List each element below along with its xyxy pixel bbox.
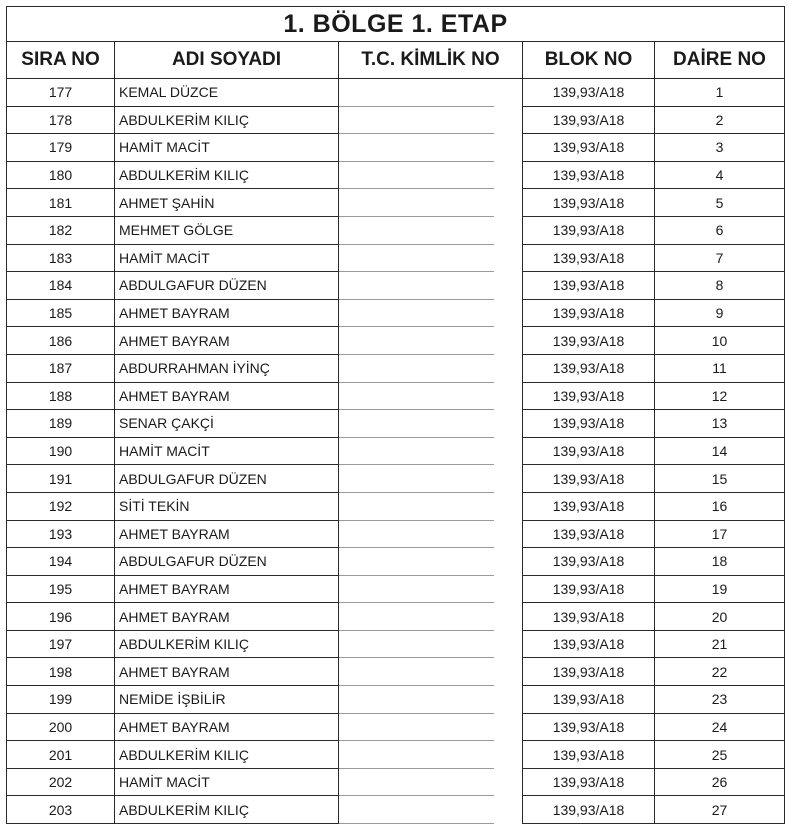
tc-kimlik-no-cell bbox=[339, 741, 523, 769]
adi-soyadi-cell: AHMET BAYRAM bbox=[115, 658, 339, 686]
daire-no-cell: 15 bbox=[655, 465, 785, 493]
sira-no-cell: 198 bbox=[7, 658, 115, 686]
sira-no-cell: 186 bbox=[7, 327, 115, 355]
tc-kimlik-no-cell bbox=[339, 327, 523, 355]
blok-no-cell: 139,93/A18 bbox=[523, 686, 655, 714]
tc-redaction-line bbox=[339, 382, 494, 411]
tc-kimlik-no-cell bbox=[339, 79, 523, 107]
daire-no-cell: 21 bbox=[655, 630, 785, 658]
adi-soyadi-cell: MEHMET GÖLGE bbox=[115, 216, 339, 244]
blok-no-cell: 139,93/A18 bbox=[523, 603, 655, 631]
daire-no-cell: 10 bbox=[655, 327, 785, 355]
tc-kimlik-no-cell bbox=[339, 437, 523, 465]
daire-no-cell: 14 bbox=[655, 437, 785, 465]
table-row bbox=[7, 686, 785, 714]
daire-no-cell: 16 bbox=[655, 492, 785, 520]
daire-no-cell: 4 bbox=[655, 161, 785, 189]
tc-kimlik-no-cell bbox=[339, 686, 523, 714]
blok-no-cell: 139,93/A18 bbox=[523, 713, 655, 741]
tc-redaction-line bbox=[339, 354, 494, 383]
adi-soyadi-cell: ABDULKERİM KILIÇ bbox=[115, 106, 339, 134]
table-row bbox=[7, 465, 785, 493]
table-row bbox=[7, 492, 785, 520]
blok-no-cell: 139,93/A18 bbox=[523, 410, 655, 438]
adi-soyadi-cell: KEMAL DÜZCE bbox=[115, 79, 339, 107]
sira-no-cell: 183 bbox=[7, 244, 115, 272]
tc-kimlik-no-cell bbox=[339, 161, 523, 189]
sira-no-cell: 190 bbox=[7, 437, 115, 465]
sira-no-cell: 197 bbox=[7, 630, 115, 658]
tc-redaction-line bbox=[339, 575, 494, 604]
tc-redaction-line bbox=[339, 326, 494, 355]
daire-no-cell: 19 bbox=[655, 575, 785, 603]
tc-kimlik-no-cell bbox=[339, 713, 523, 741]
table-row bbox=[7, 603, 785, 631]
adi-soyadi-cell: AHMET ŞAHİN bbox=[115, 189, 339, 217]
blok-no-cell: 139,93/A18 bbox=[523, 741, 655, 769]
adi-soyadi-cell: ABDULKERİM KILIÇ bbox=[115, 741, 339, 769]
adi-soyadi-cell: ABDULKERİM KILIÇ bbox=[115, 796, 339, 824]
table-row bbox=[7, 354, 785, 382]
tc-redaction-line bbox=[339, 188, 494, 217]
adi-soyadi-cell: ABDULKERİM KILIÇ bbox=[115, 161, 339, 189]
tc-redaction-line bbox=[339, 795, 494, 824]
daire-no-cell: 9 bbox=[655, 299, 785, 327]
sira-no-cell: 179 bbox=[7, 134, 115, 162]
adi-soyadi-cell: AHMET BAYRAM bbox=[115, 327, 339, 355]
daire-no-cell: 26 bbox=[655, 768, 785, 796]
sira-no-cell: 187 bbox=[7, 354, 115, 382]
blok-no-cell: 139,93/A18 bbox=[523, 548, 655, 576]
adi-soyadi-cell: HAMİT MACİT bbox=[115, 244, 339, 272]
blok-no-cell: 139,93/A18 bbox=[523, 327, 655, 355]
tc-redaction-line bbox=[339, 437, 494, 466]
tc-kimlik-no-cell bbox=[339, 299, 523, 327]
daire-no-cell: 1 bbox=[655, 79, 785, 107]
tc-redaction-line bbox=[339, 547, 494, 576]
tc-kimlik-no-cell bbox=[339, 216, 523, 244]
blok-no-cell: 139,93/A18 bbox=[523, 382, 655, 410]
blok-no-cell: 139,93/A18 bbox=[523, 796, 655, 824]
tc-redaction-line bbox=[339, 657, 494, 686]
daire-no-cell: 13 bbox=[655, 410, 785, 438]
table-body bbox=[7, 79, 785, 824]
sira-no-cell: 178 bbox=[7, 106, 115, 134]
blok-no-cell: 139,93/A18 bbox=[523, 658, 655, 686]
table-row bbox=[7, 161, 785, 189]
adi-soyadi-cell: ABDULGAFUR DÜZEN bbox=[115, 465, 339, 493]
tc-redaction-line bbox=[339, 79, 494, 107]
tc-kimlik-no-cell bbox=[339, 189, 523, 217]
tc-redaction-line bbox=[339, 630, 494, 659]
daire-no-cell: 12 bbox=[655, 382, 785, 410]
sira-no-cell: 201 bbox=[7, 741, 115, 769]
tc-kimlik-no-cell bbox=[339, 796, 523, 824]
sira-no-cell: 196 bbox=[7, 603, 115, 631]
tc-kimlik-no-cell bbox=[339, 410, 523, 438]
daire-no-cell: 18 bbox=[655, 548, 785, 576]
header-daire-no: DAİRE NO bbox=[655, 42, 785, 79]
blok-no-cell: 139,93/A18 bbox=[523, 768, 655, 796]
tc-kimlik-no-cell bbox=[339, 106, 523, 134]
table-row bbox=[7, 630, 785, 658]
sira-no-cell: 191 bbox=[7, 465, 115, 493]
adi-soyadi-cell: AHMET BAYRAM bbox=[115, 575, 339, 603]
blok-no-cell: 139,93/A18 bbox=[523, 492, 655, 520]
adi-soyadi-cell: HAMİT MACİT bbox=[115, 134, 339, 162]
table-row bbox=[7, 79, 785, 107]
table-row bbox=[7, 713, 785, 741]
blok-no-cell: 139,93/A18 bbox=[523, 79, 655, 107]
sira-no-cell: 203 bbox=[7, 796, 115, 824]
table-row bbox=[7, 327, 785, 355]
tc-redaction-line bbox=[339, 299, 494, 328]
daire-no-cell: 20 bbox=[655, 603, 785, 631]
header-sira-no: SIRA NO bbox=[7, 42, 115, 79]
adi-soyadi-cell: AHMET BAYRAM bbox=[115, 713, 339, 741]
blok-no-cell: 139,93/A18 bbox=[523, 354, 655, 382]
adi-soyadi-cell: ABDULGAFUR DÜZEN bbox=[115, 548, 339, 576]
table-row bbox=[7, 134, 785, 162]
table-row bbox=[7, 548, 785, 576]
tc-redaction-line bbox=[339, 520, 494, 549]
daire-no-cell: 27 bbox=[655, 796, 785, 824]
sira-no-cell: 188 bbox=[7, 382, 115, 410]
tc-redaction-line bbox=[339, 133, 494, 162]
daire-no-cell: 17 bbox=[655, 520, 785, 548]
table-row bbox=[7, 658, 785, 686]
sira-no-cell: 195 bbox=[7, 575, 115, 603]
table-row bbox=[7, 189, 785, 217]
tc-kimlik-no-cell bbox=[339, 465, 523, 493]
table-row bbox=[7, 768, 785, 796]
table-row bbox=[7, 299, 785, 327]
tc-kimlik-no-cell bbox=[339, 603, 523, 631]
tc-redaction-line bbox=[339, 492, 494, 521]
table-row bbox=[7, 106, 785, 134]
tc-kimlik-no-cell bbox=[339, 520, 523, 548]
table-row bbox=[7, 575, 785, 603]
adi-soyadi-cell: NEMİDE İŞBİLİR bbox=[115, 686, 339, 714]
daire-no-cell: 5 bbox=[655, 189, 785, 217]
tc-redaction-line bbox=[339, 685, 494, 714]
header-row bbox=[7, 42, 785, 79]
table-row bbox=[7, 520, 785, 548]
table-row bbox=[7, 244, 785, 272]
daire-no-cell: 25 bbox=[655, 741, 785, 769]
blok-no-cell: 139,93/A18 bbox=[523, 216, 655, 244]
table-row bbox=[7, 741, 785, 769]
daire-no-cell: 2 bbox=[655, 106, 785, 134]
sira-no-cell: 194 bbox=[7, 548, 115, 576]
tc-kimlik-no-cell bbox=[339, 134, 523, 162]
tc-kimlik-no-cell bbox=[339, 272, 523, 300]
sira-no-cell: 182 bbox=[7, 216, 115, 244]
tc-redaction-line bbox=[339, 244, 494, 273]
page-title: 1. BÖLGE 1. ETAP bbox=[7, 7, 785, 42]
tc-kimlik-no-cell bbox=[339, 244, 523, 272]
blok-no-cell: 139,93/A18 bbox=[523, 106, 655, 134]
tc-redaction-line bbox=[339, 409, 494, 438]
daire-no-cell: 23 bbox=[655, 686, 785, 714]
header-tc-kimlik-no: T.C. KİMLİK NO bbox=[339, 42, 523, 79]
tc-redaction-line bbox=[339, 464, 494, 493]
sira-no-cell: 193 bbox=[7, 520, 115, 548]
header-adi-soyadi: ADI SOYADI bbox=[115, 42, 339, 79]
daire-no-cell: 22 bbox=[655, 658, 785, 686]
table-row bbox=[7, 272, 785, 300]
sira-no-cell: 189 bbox=[7, 410, 115, 438]
sira-no-cell: 202 bbox=[7, 768, 115, 796]
sira-no-cell: 184 bbox=[7, 272, 115, 300]
tc-redaction-line bbox=[339, 106, 494, 135]
adi-soyadi-cell: AHMET BAYRAM bbox=[115, 603, 339, 631]
blok-no-cell: 139,93/A18 bbox=[523, 520, 655, 548]
daire-no-cell: 11 bbox=[655, 354, 785, 382]
daire-no-cell: 6 bbox=[655, 216, 785, 244]
sira-no-cell: 181 bbox=[7, 189, 115, 217]
tc-redaction-line bbox=[339, 768, 494, 797]
allocation-table bbox=[6, 6, 785, 824]
tc-redaction-line bbox=[339, 161, 494, 190]
blok-no-cell: 139,93/A18 bbox=[523, 575, 655, 603]
adi-soyadi-cell: HAMİT MACİT bbox=[115, 437, 339, 465]
adi-soyadi-cell: ABDULKERİM KILIÇ bbox=[115, 630, 339, 658]
tc-redaction-line bbox=[339, 602, 494, 631]
adi-soyadi-cell: ABDULGAFUR DÜZEN bbox=[115, 272, 339, 300]
tc-kimlik-no-cell bbox=[339, 492, 523, 520]
table-row bbox=[7, 410, 785, 438]
daire-no-cell: 7 bbox=[655, 244, 785, 272]
adi-soyadi-cell: SENAR ÇAKÇİ bbox=[115, 410, 339, 438]
header-blok-no: BLOK NO bbox=[523, 42, 655, 79]
tc-kimlik-no-cell bbox=[339, 768, 523, 796]
blok-no-cell: 139,93/A18 bbox=[523, 272, 655, 300]
adi-soyadi-cell: AHMET BAYRAM bbox=[115, 382, 339, 410]
sira-no-cell: 177 bbox=[7, 79, 115, 107]
table-row bbox=[7, 796, 785, 824]
tc-redaction-line bbox=[339, 271, 494, 300]
daire-no-cell: 8 bbox=[655, 272, 785, 300]
adi-soyadi-cell: AHMET BAYRAM bbox=[115, 299, 339, 327]
blok-no-cell: 139,93/A18 bbox=[523, 437, 655, 465]
sira-no-cell: 199 bbox=[7, 686, 115, 714]
tc-kimlik-no-cell bbox=[339, 658, 523, 686]
sira-no-cell: 200 bbox=[7, 713, 115, 741]
tc-kimlik-no-cell bbox=[339, 548, 523, 576]
tc-kimlik-no-cell bbox=[339, 354, 523, 382]
tc-kimlik-no-cell bbox=[339, 382, 523, 410]
tc-redaction-line bbox=[339, 740, 494, 769]
blok-no-cell: 139,93/A18 bbox=[523, 161, 655, 189]
blok-no-cell: 139,93/A18 bbox=[523, 465, 655, 493]
blok-no-cell: 139,93/A18 bbox=[523, 630, 655, 658]
adi-soyadi-cell: SİTİ TEKİN bbox=[115, 492, 339, 520]
blok-no-cell: 139,93/A18 bbox=[523, 134, 655, 162]
daire-no-cell: 24 bbox=[655, 713, 785, 741]
tc-kimlik-no-cell bbox=[339, 575, 523, 603]
blok-no-cell: 139,93/A18 bbox=[523, 299, 655, 327]
tc-redaction-line bbox=[339, 216, 494, 245]
adi-soyadi-cell: ABDURRAHMAN İYİNÇ bbox=[115, 354, 339, 382]
blok-no-cell: 139,93/A18 bbox=[523, 244, 655, 272]
daire-no-cell: 3 bbox=[655, 134, 785, 162]
tc-kimlik-no-cell bbox=[339, 630, 523, 658]
blok-no-cell: 139,93/A18 bbox=[523, 189, 655, 217]
allocation-sheet bbox=[6, 6, 784, 824]
table-row bbox=[7, 437, 785, 465]
table-row bbox=[7, 382, 785, 410]
tc-redaction-line bbox=[339, 713, 494, 742]
sira-no-cell: 185 bbox=[7, 299, 115, 327]
adi-soyadi-cell: HAMİT MACİT bbox=[115, 768, 339, 796]
adi-soyadi-cell: AHMET BAYRAM bbox=[115, 520, 339, 548]
table-row bbox=[7, 216, 785, 244]
sira-no-cell: 180 bbox=[7, 161, 115, 189]
sira-no-cell: 192 bbox=[7, 492, 115, 520]
